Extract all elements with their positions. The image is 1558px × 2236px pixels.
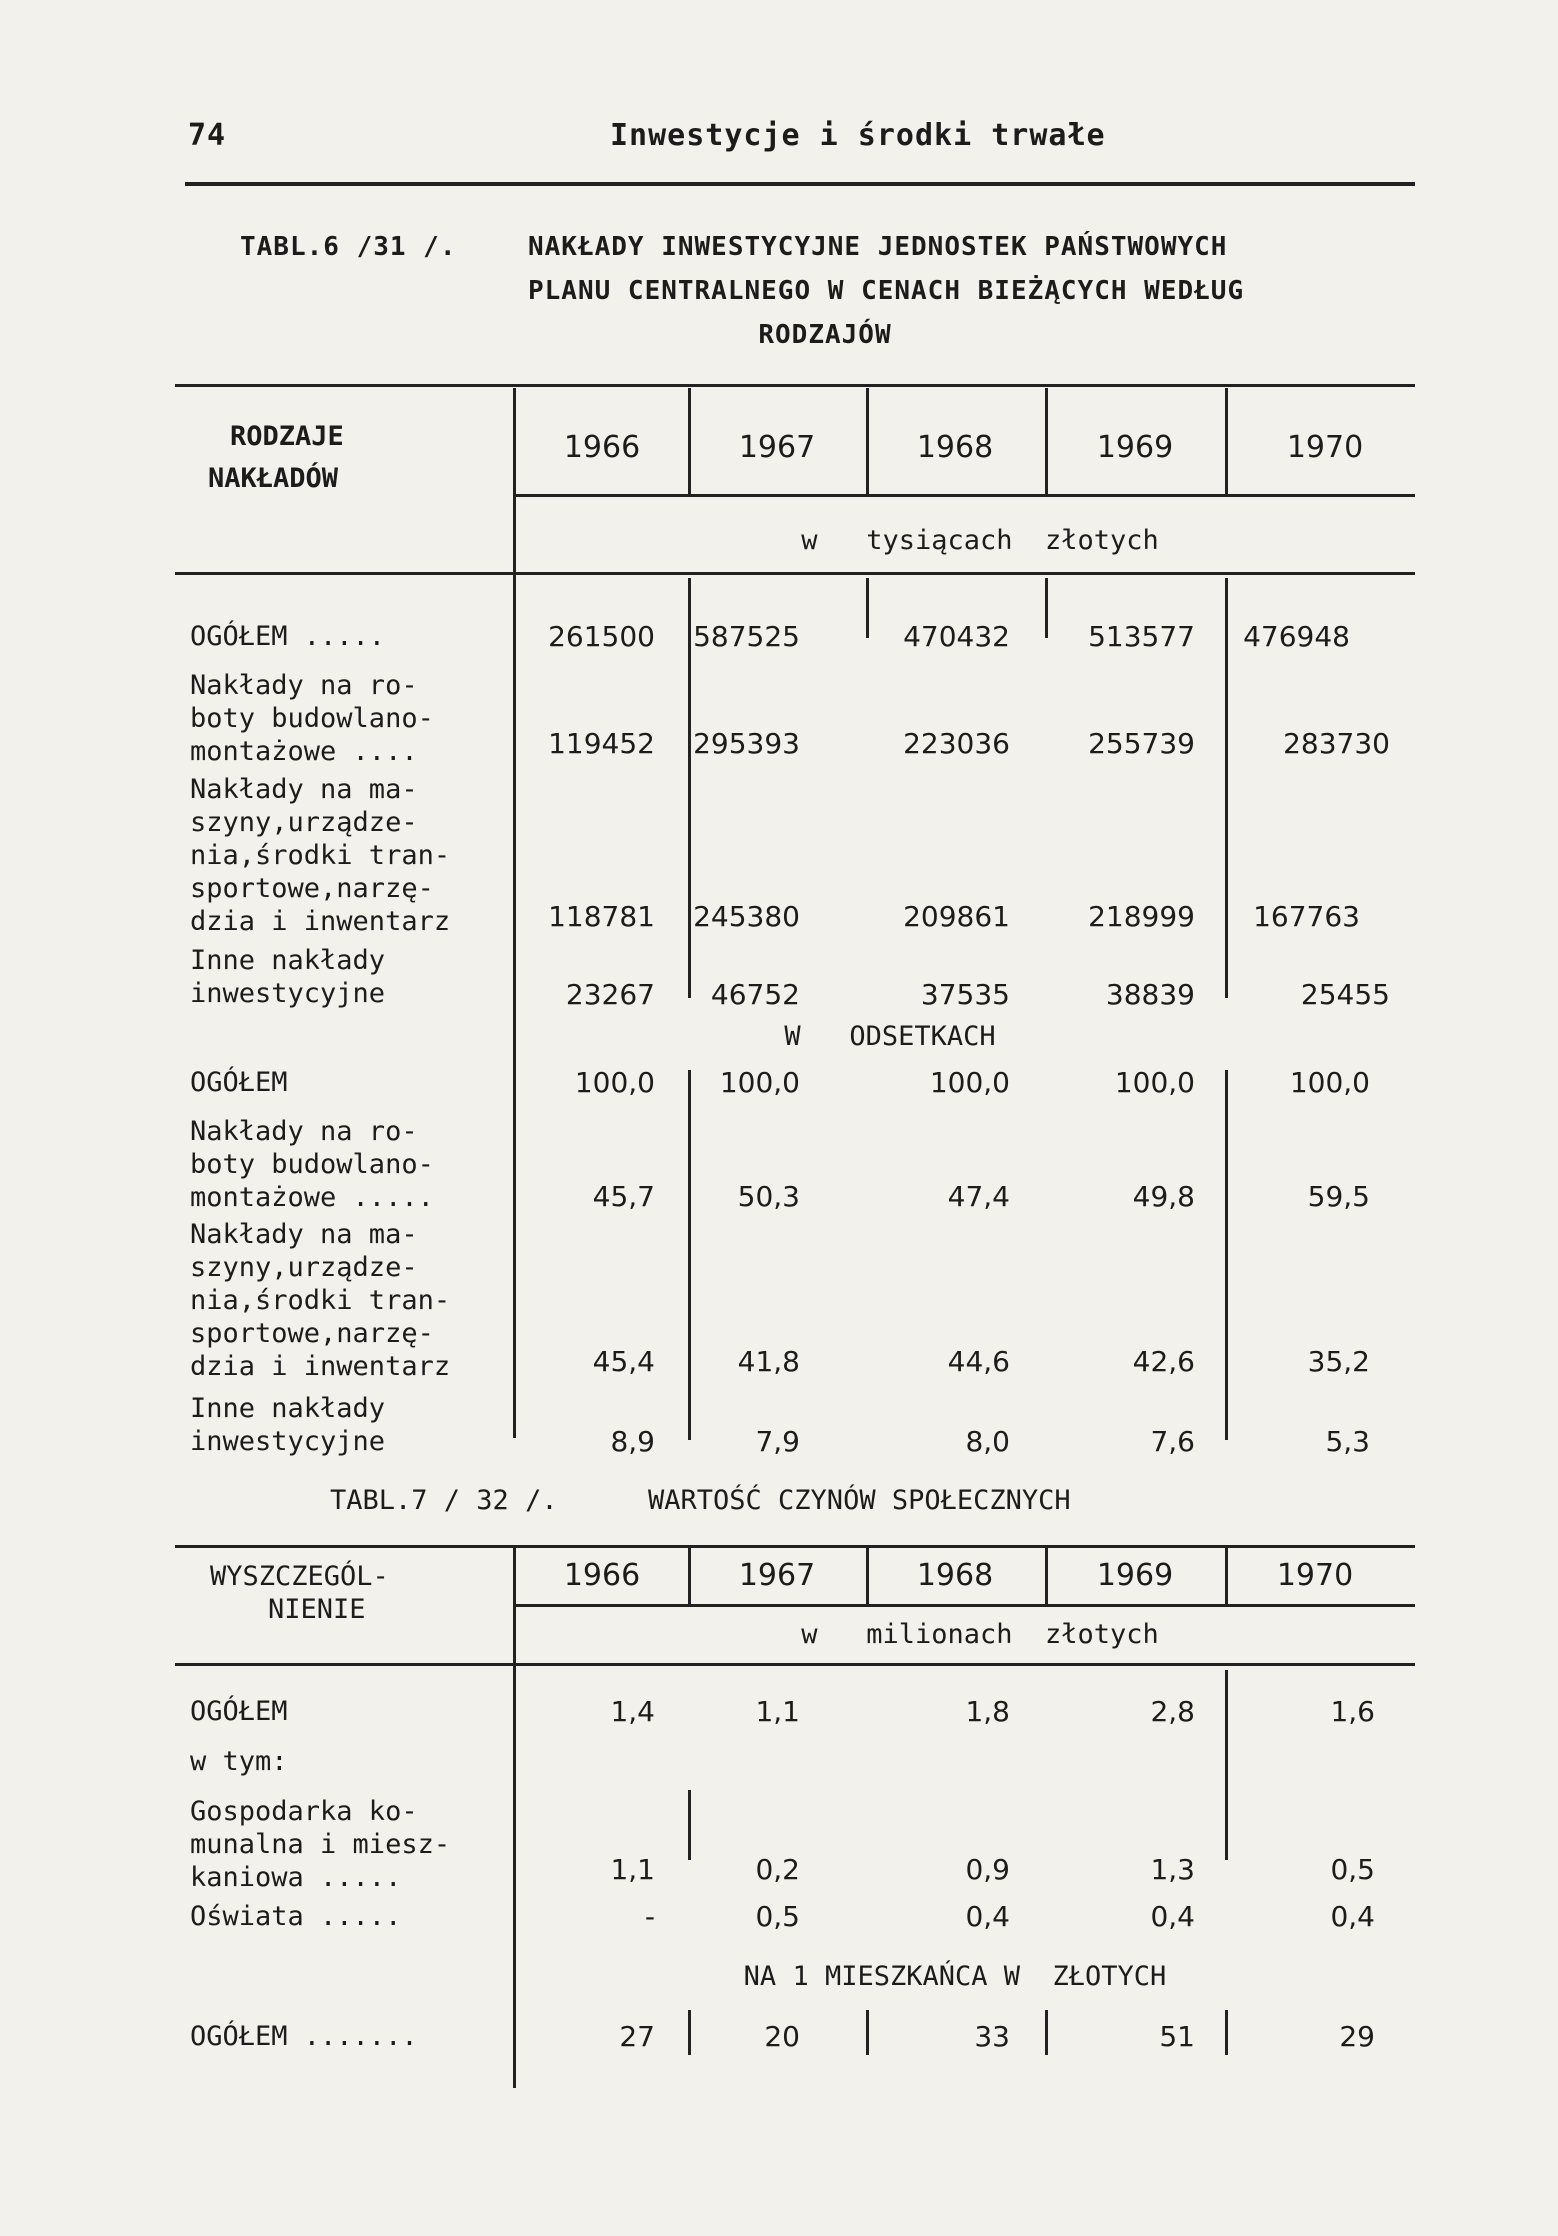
table6-year-1968: 1968 <box>916 430 994 465</box>
table7-divider-4 <box>1225 1548 1228 1606</box>
table7-cell: 0,4 <box>1150 1900 1195 1933</box>
table6-cell: 100,0 <box>1289 1066 1370 1099</box>
table7-row-label-total: OGÓŁEM <box>190 1696 288 1727</box>
table7-title: WARTOŚĆ CZYNÓW SPOŁECZNYCH <box>648 1485 1071 1516</box>
table6-cell: 261500 <box>548 620 655 653</box>
table7-year-rule <box>515 1604 1415 1607</box>
table6-cell: 218999 <box>1088 900 1195 933</box>
table7-cell: 27 <box>619 2020 655 2053</box>
table7-cell: 29 <box>1339 2020 1375 2053</box>
table7-per-capita-label: OGÓŁEM ....... <box>190 2021 418 2052</box>
table6-year-1966: 1966 <box>563 430 641 465</box>
table6-cell: 7,6 <box>1150 1425 1195 1458</box>
table6-cell: 167763 <box>1253 900 1360 933</box>
table6-cell: 47,4 <box>947 1180 1010 1213</box>
table6-pct-label-construction: Nakłady na ro- boty budowlano- montażowe ..... <box>190 1116 434 1213</box>
table6-cell: 45,7 <box>592 1180 655 1213</box>
table6-cell: 25455 <box>1300 978 1390 1011</box>
table6-row-label-construction: Nakłady na ro- boty budowlano- montażowe .... <box>190 670 434 767</box>
table7-divider-3 <box>1045 1548 1048 1606</box>
table6-top-rule <box>175 384 1415 387</box>
table6-cell: 100,0 <box>929 1066 1010 1099</box>
table6-pct-label-machinery: Nakłady na ma- szyny,urządze- nia,środki tran- sportowe,narzę- dzia i inwentarz <box>190 1219 451 1382</box>
table6-cell: 41,8 <box>737 1345 800 1378</box>
table6-cell: 245380 <box>693 900 800 933</box>
table6-cell: 50,3 <box>737 1180 800 1213</box>
table7-label: TABL.7 / 32 /. <box>330 1485 558 1516</box>
table6-cell: 59,5 <box>1307 1180 1370 1213</box>
table6-cell: 100,0 <box>574 1066 655 1099</box>
table6-cell: 470432 <box>903 620 1010 653</box>
table6-cell: 8,0 <box>965 1425 1010 1458</box>
table6-cell: 8,9 <box>610 1425 655 1458</box>
table6-divider-3 <box>1045 388 1048 494</box>
table7-cell: 1,8 <box>965 1695 1010 1728</box>
table6-cell: 49,8 <box>1132 1180 1195 1213</box>
table6-year-1967: 1967 <box>738 430 816 465</box>
table7-cell: 1,3 <box>1150 1853 1195 1886</box>
table7-row-label-of-which: w tym: <box>190 1746 288 1777</box>
table7-row-label-education: Oświata ..... <box>190 1901 402 1932</box>
table7-cell: 2,8 <box>1150 1695 1195 1728</box>
table7-unit-per-capita: NA 1 MIESZKAŃCA W ZŁOTYCH <box>743 1961 1167 1992</box>
running-title: Inwestycje i środki trwałe <box>610 118 1106 153</box>
table7-divider-stub <box>513 1548 516 2088</box>
table6-row-label-machinery: Nakłady na ma- szyny,urządze- nia,środki tran- sportowe,narzę- dzia i inwentarz <box>190 774 451 937</box>
table7-cell: - <box>644 1900 655 1933</box>
table6-row-label-other: Inne nakłady inwestycyjne <box>190 945 386 1009</box>
table6-pct-label-total: OGÓŁEM <box>190 1067 288 1098</box>
table7-year-1968: 1968 <box>916 1558 994 1593</box>
table6-cell: 295393 <box>693 727 800 760</box>
table7-cell: 33 <box>974 2020 1010 2053</box>
table6-unit-abs: w tysiącach złotych <box>801 525 1159 556</box>
table7-year-1970: 1970 <box>1276 1558 1354 1593</box>
table6-year-1970: 1970 <box>1286 430 1364 465</box>
table6-unit-pct: W ODSETKACH <box>784 1021 996 1052</box>
table7-year-1966: 1966 <box>563 1558 641 1593</box>
table7-cell: 0,9 <box>965 1853 1010 1886</box>
table6-cell: 38839 <box>1105 978 1195 1011</box>
table6-title-line1: NAKŁADY INWESTYCYJNE JEDNOSTEK PAŃSTWOWYCH <box>528 232 1228 262</box>
table6-divider-1 <box>688 388 691 494</box>
table7-body-divider-1 <box>688 1790 691 1860</box>
table6-stub-header-line1: RODZAJE <box>230 421 344 452</box>
table7-cell: 0,4 <box>1330 1900 1375 1933</box>
table6-year-rule <box>515 494 1415 497</box>
table6-cell: 35,2 <box>1307 1345 1370 1378</box>
table6-cell: 100,0 <box>719 1066 800 1099</box>
table6-pct-divider-1 <box>688 1070 691 1440</box>
table6-cell: 7,9 <box>755 1425 800 1458</box>
table7-unit-abs: w milionach złotych <box>801 1619 1159 1650</box>
table7-year-1967: 1967 <box>738 1558 816 1593</box>
table7-header-bottom-rule <box>175 1663 1415 1666</box>
table6-title-line3: RODZAJÓW <box>758 320 892 350</box>
table7-cell: 20 <box>764 2020 800 2053</box>
table6-cell: 45,4 <box>592 1345 655 1378</box>
table7-cell: 1,4 <box>610 1695 655 1728</box>
table7-cell: 0,5 <box>1330 1853 1375 1886</box>
table7-cell: 0,5 <box>755 1900 800 1933</box>
table6-year-1969: 1969 <box>1096 430 1174 465</box>
table6-pct-label-other: Inne nakłady inwestycyjne <box>190 1393 386 1457</box>
table6-cell: 118781 <box>548 900 655 933</box>
table6-stub-header-line2: NAKŁADÓW <box>208 463 339 494</box>
table6-cell: 42,6 <box>1132 1345 1195 1378</box>
table7-cell: 0,4 <box>965 1900 1010 1933</box>
table6-cell: 5,3 <box>1325 1425 1370 1458</box>
table6-pct-divider-4 <box>1225 1070 1228 1440</box>
table6-cell: 255739 <box>1088 727 1195 760</box>
table6-cell: 513577 <box>1088 620 1195 653</box>
table6-cell: 209861 <box>903 900 1010 933</box>
table7-divider-1 <box>688 1548 691 1606</box>
table7-year-1969: 1969 <box>1096 1558 1174 1593</box>
table6-cell: 37535 <box>920 978 1010 1011</box>
table6-cell: 476948 <box>1243 620 1350 653</box>
table7-row-label-housing: Gospodarka ko- munalna i miesz- kaniowa ..... <box>190 1796 451 1893</box>
table6-header-bottom-rule <box>175 572 1415 575</box>
table6-cell: 119452 <box>548 727 655 760</box>
page-number: 74 <box>188 118 227 153</box>
table6-divider-4 <box>1225 388 1228 494</box>
table6-divider-2 <box>866 388 869 494</box>
table7-cell: 51 <box>1159 2020 1195 2053</box>
table7-divider-2 <box>866 1548 869 1606</box>
table6-cell: 223036 <box>903 727 1010 760</box>
table6-cell: 44,6 <box>947 1345 1010 1378</box>
header-rule <box>185 182 1415 186</box>
table6-title-line2: PLANU CENTRALNEGO W CENACH BIEŻĄCYCH WEDŁUG <box>528 276 1245 306</box>
table7-cell: 0,2 <box>755 1853 800 1886</box>
table7-cell: 1,1 <box>755 1695 800 1728</box>
table6-cell: 46752 <box>710 978 800 1011</box>
table7-stub-header-line1: WYSZCZEGÓL- <box>210 1561 389 1592</box>
table7-cell: 1,6 <box>1330 1695 1375 1728</box>
table6-cell: 23267 <box>565 978 655 1011</box>
table7-cell: 1,1 <box>610 1853 655 1886</box>
table7-top-rule <box>175 1545 1415 1548</box>
table6-cell: 283730 <box>1283 727 1390 760</box>
table7-stub-header-line2: NIENIE <box>268 1594 366 1625</box>
table6-label: TABL.6 /31 /. <box>240 232 457 262</box>
table6-cell: 587525 <box>693 620 800 653</box>
table6-cell: 100,0 <box>1114 1066 1195 1099</box>
table6-row-label-total: OGÓŁEM ..... <box>190 621 386 652</box>
